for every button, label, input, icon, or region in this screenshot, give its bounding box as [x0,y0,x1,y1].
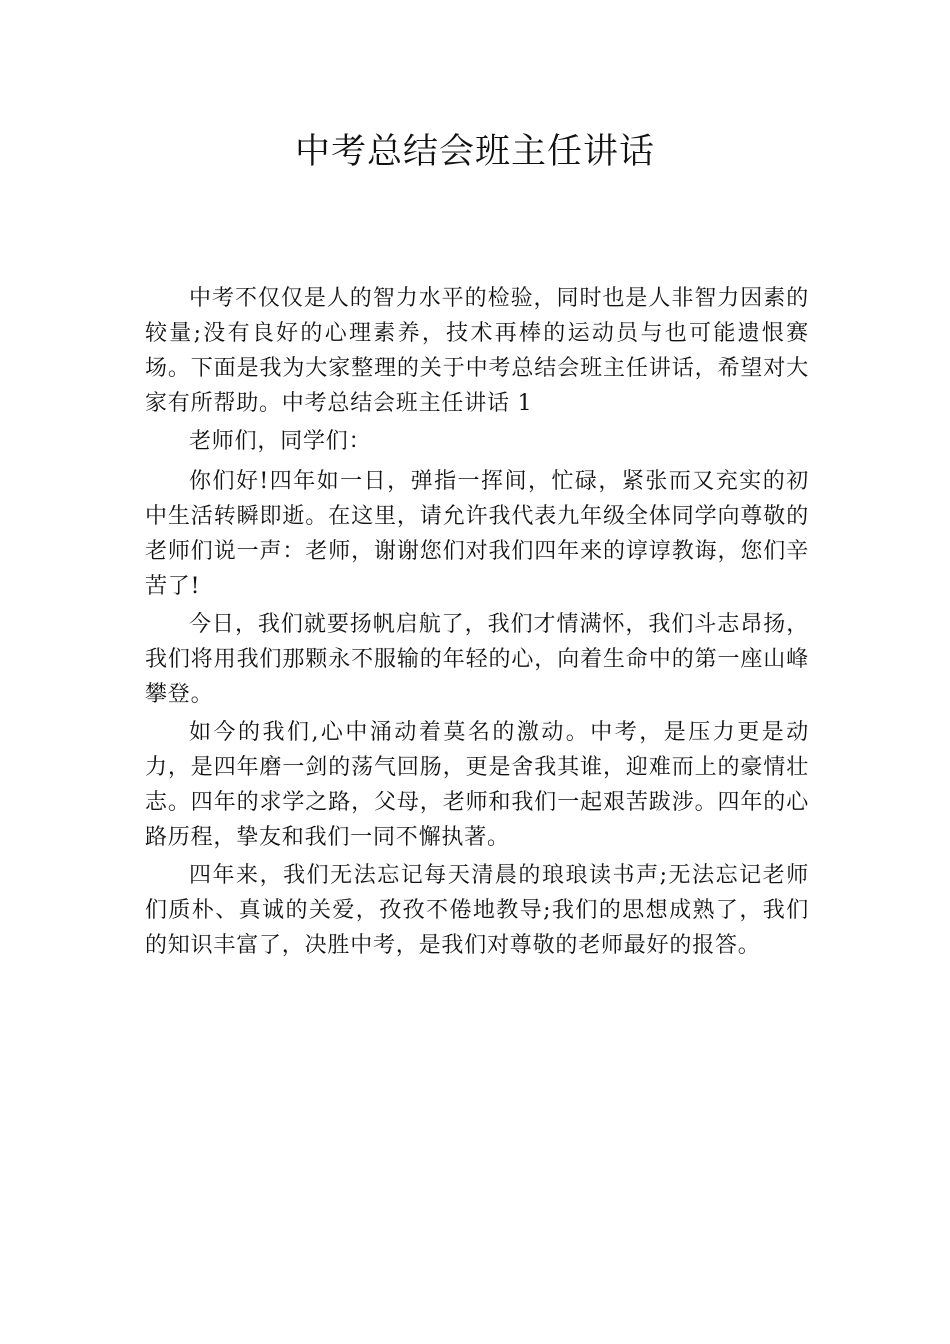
paragraph-greeting: 你们好!四年如一日，弹指一挥间，忙碌，紧张而又充实的初中生活转瞬即逝。在这里，请允许我代表九年级全体同学向尊敬的老师们说一声：老师，谢谢您们对我们四年来的谆谆教诲，您们辛苦了! [145,469,809,599]
paragraph-today: 今日，我们就要扬帆启航了，我们才情满怀，我们斗志昂扬，我们将用我们那颗永不服输的年轻的心，向着生命中的第一座山峰攀登。 [145,612,809,707]
document-body [145,281,809,966]
paragraph-salutation: 老师们，同学们： [189,429,372,454]
document-title: 中考总结会班主任讲话 [294,132,655,172]
paragraph-four-years: 四年来，我们无法忘记每天清晨的琅琅读书声;无法忘记老师们质朴、真诚的关爱，孜孜不倦地教导;我们的思想成熟了，我们的知识丰富了，决胜中考，是我们对尊敬的老师最好的报答。 [145,863,809,958]
paragraph-now: 如今的我们,心中涌动着莫名的激动。中考，是压力更是动力，是四年磨一剑的荡气回肠，更是舍我其谁，迎难而上的豪情壮志。四年的求学之路，父母，老师和我们一起艰苦跋涉。四年的心路历程，挚友和我们一同不懈执著。 [145,720,809,850]
paragraph-intro: 中考不仅仅是人的智力水平的检验，同时也是人非智力因素的较量;没有良好的心理素养，技术再棒的运动员与也可能遗恨赛场。下面是我为大家整理的关于中考总结会班主任讲话，希望对大家有所帮助。中考总结会班主任讲话 1 [145,286,809,416]
